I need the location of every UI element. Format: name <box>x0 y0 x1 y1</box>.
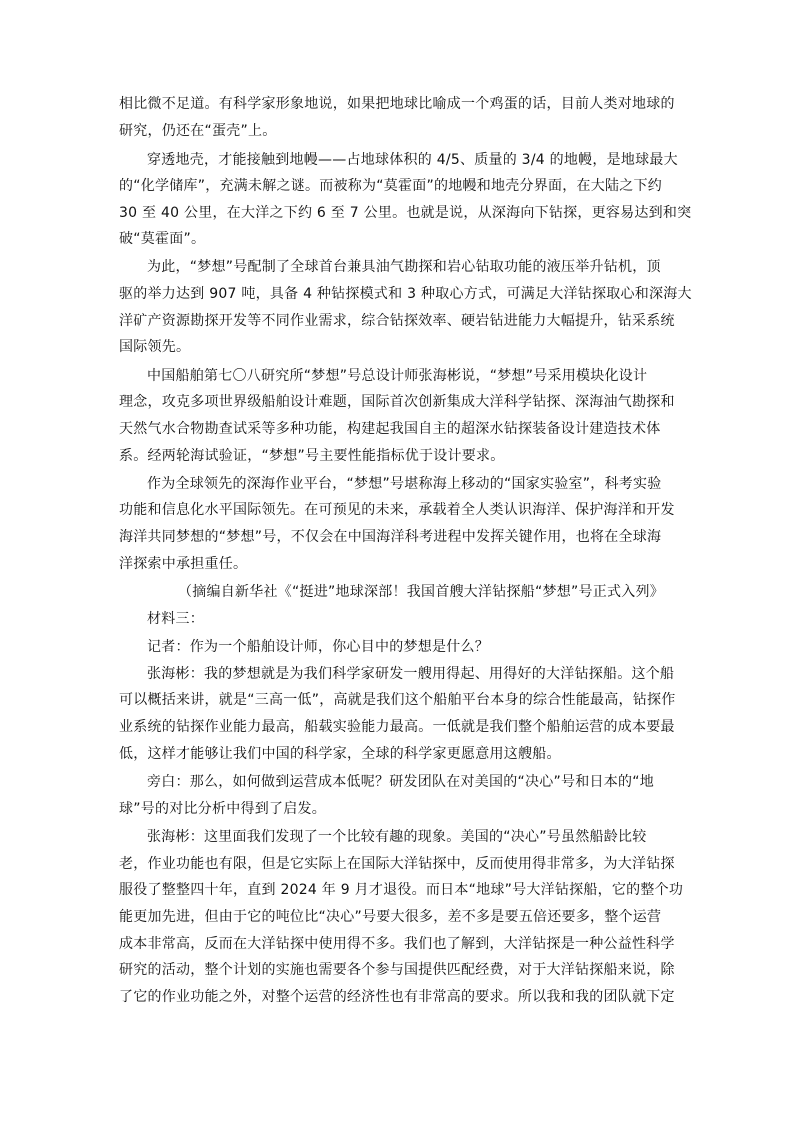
paragraph-start-line: 穿透地壳，才能接触到地幔——占地球体积的 4/5、质量的 3/4 的地幔，是地球最大 <box>147 152 678 168</box>
text-line: 国际领先。 <box>119 339 191 355</box>
text-line: 成本非常高，反而在大洋钻探中使用得不多。我们也了解到，大洋钻探是一种公益性科学 <box>119 936 675 952</box>
text-line: 球”号的对比分析中得到了启发。 <box>119 801 327 817</box>
text-line: 的“化学储库”，充满未解之谜。而被称为“莫霍面”的地幔和地壳分界面，在大陆之下约 <box>119 178 663 194</box>
text-line: 破“莫霍面”。 <box>119 231 206 247</box>
text-line: 系。经两轮海试验证，“梦想”号主要性能指标优于设计要求。 <box>119 448 505 464</box>
text-line: 低，这样才能够让我们中国的科学家，全球的科学家更愿意用这艘船。 <box>119 746 561 762</box>
source-citation: （摘编自新华社《“挺进”地球深部！我国首艘大洋钻探船“梦想”号正式入列》 <box>178 584 665 600</box>
section-label: 材料三： <box>147 611 204 627</box>
text-line: 老，作业功能也有限，但是它实际上在国际大洋钻探中，反而使用得非常多，为大洋钻探 <box>119 856 675 872</box>
text-line: 30 至 40 公里，在大洋之下约 6 至 7 公里。也就是说，从深海向下钻探，更容易达到和突 <box>119 205 692 221</box>
dialogue-line: 旁白：那么，如何做到运营成本低呢？研发团队在对美国的“决心”号和日本的“地 <box>147 774 655 790</box>
text-line: 业系统的钻探作业能力最高，船载实验能力最高。一低就是我们整个船舶运营的成本要最 <box>119 719 675 735</box>
text-line: 海洋共同梦想的“梦想”号，不仅会在中国海洋科考进程中发挥关键作用，也将在全球海 <box>119 529 662 545</box>
text-line: 服役了整整四十年，直到 2024 年 9 月才退役。而日本“地球”号大洋钻探船，它的整个功 <box>119 882 684 898</box>
dialogue-line: 张海彬：我的梦想就是为我们科学家研发一艘用得起、用得好的大洋钻探船。这个船 <box>147 666 675 682</box>
dialogue-line: 记者：作为一个船舶设计师，你心目中的梦想是什么？ <box>147 639 489 655</box>
text-line: 功能和信息化水平国际领先。在可预见的未来，承载着全人类认识海洋、保护海洋和开发 <box>119 502 675 518</box>
paragraph-start-line: 为此，“梦想”号配制了全球首台兼具油气勘探和岩心钻取功能的液压举升钻机，顶 <box>147 259 661 275</box>
text-line: 理念，攻克多项世界级船舶设计难题，国际首次创新集成大洋科学钻探、深海油气勘探和 <box>119 394 675 410</box>
text-line: 能更加先进，但由于它的吨位比“决心”号要大很多，差不多是要五倍还要多，整个运营 <box>119 909 662 925</box>
text-line: 研究的活动，整个计划的实施也需要各个参与国提供匹配经费，对于大洋钻探船来说，除 <box>119 962 675 978</box>
text-line: 了它的作业功能之外，对整个运营的经济性也有非常高的要求。所以我和我的团队就下定 <box>119 989 675 1005</box>
paragraph-start-line: 作为全球领先的深海作业平台，“梦想”号堪称海上移动的“国家实验室”，科考实验 <box>147 476 662 492</box>
text-line: 天然气水合物勘查试采等多种功能，构建起我国自主的超深水钻探装备设计建造技术体 <box>119 421 661 437</box>
text-line: 可以概括来讲，就是“三高一低”，高就是我们这个船舶平台本身的综合性能最高，钻探作 <box>119 692 676 708</box>
text-line: 洋矿产资源勘探开发等不同作业需求，综合钻探效率、硬岩钻进能力大幅提升，钻采系统 <box>119 313 675 329</box>
text-line: 驱的举力达到 907 吨，具备 4 种钻探模式和 3 种取心方式，可满足大洋钻探取心和深海大 <box>119 286 692 302</box>
text-line: 洋探索中承担重任。 <box>119 556 248 572</box>
dialogue-line: 张海彬：这里面我们发现了一个比较有趣的现象。美国的“决心”号虽然船龄比较 <box>147 829 647 845</box>
paragraph-start-line: 中国船舶第七〇八研究所“梦想”号总设计师张海彬说，“梦想”号采用模块化设计 <box>147 368 648 384</box>
text-line: 研究，仍还在“蛋壳”上。 <box>119 123 277 139</box>
text-line: 相比微不足道。有科学家形象地说，如果把地球比喻成一个鸡蛋的话，目前人类对地球的 <box>119 96 675 112</box>
